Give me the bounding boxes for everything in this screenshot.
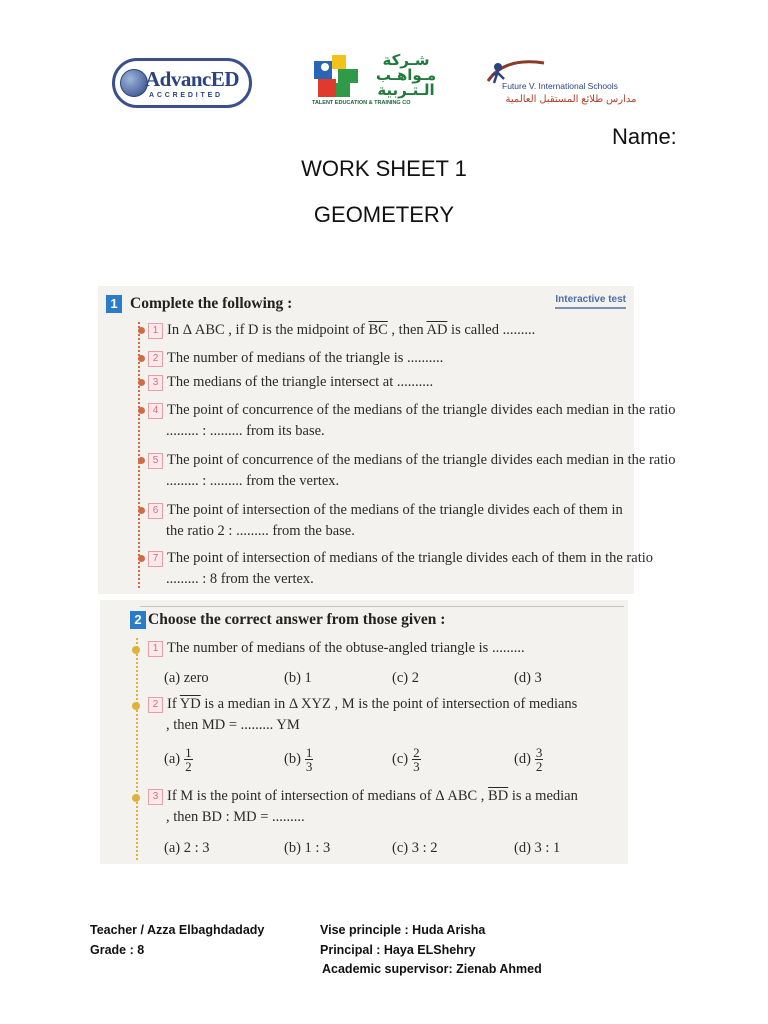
section-1-heading: Complete the following : (130, 295, 293, 312)
option-d: (d) $\frac{3}{2}$ (514, 745, 543, 774)
option-c: (c) 2 (392, 670, 419, 686)
question-1-2: 2 The number of medians of the triangle is .......... (148, 348, 443, 369)
option-c: (c) $\frac{2}{3}$ (392, 745, 420, 774)
option-b: (b) 1 (284, 670, 312, 686)
option-a: (a) 2 : 3 (164, 840, 210, 856)
question-2-3: 3 If M is the point of intersection of medians of Δ ABC , $\overline{BD}$ is a median , then BD : MD = ......... (148, 786, 578, 828)
question-1-7: 7 The point of intersection of medians of the triangle divides each of them in the ratio ......... : 8 from the vertex. (148, 548, 653, 590)
advanced-logo-subtext: ACCREDITED (149, 92, 223, 99)
question-1-4: 4 The point of concurrence of the medians of the triangle divides each median in the ratio ......... : ......... from its base. (148, 400, 676, 442)
footer-grade: Grade : 8 (90, 943, 145, 957)
globe-icon (120, 69, 148, 97)
future-logo (482, 53, 660, 113)
question-2-2: 2 If $\overline{YD}$ is a median in Δ XYZ , M is the point of intersection of medians , then MD = ......... YM (148, 694, 577, 736)
interactive-test-tag: Interactive test (555, 294, 626, 309)
option-b: (b) $\frac{1}{3}$ (284, 745, 313, 774)
section-2-scan (100, 600, 628, 864)
advanced-logo (112, 58, 252, 108)
question-1-6: 6 The point of intersection of the medians of the triangle divides each of them in the ratio 2 : ......... from the base. (148, 500, 623, 542)
option-d: (d) 3 (514, 670, 542, 686)
advanced-logo-text: AdvancED (145, 67, 240, 91)
timeline-line (136, 638, 138, 860)
footer-vise-principle: Vise principle : Huda Arisha (320, 923, 486, 937)
option-a: (a) $\frac{1}{2}$ (164, 745, 192, 774)
question-2-1: 1 The number of medians of the obtuse-angled triangle is ......... (148, 638, 525, 659)
bullet (132, 794, 140, 802)
worksheet-title: WORK SHEET 1 (301, 156, 467, 181)
worksheet-subtitle: GEOMETERY (313, 202, 455, 227)
section-2-heading: Choose the correct answer from those given : (148, 611, 446, 628)
question-1-1: 1 In Δ ABC , if D is the midpoint of $\overline{BC}$ , then $\overline{AD}$ is called ......... (148, 320, 535, 341)
option-c: (c) 3 : 2 (392, 840, 438, 856)
talent-logo (312, 53, 448, 113)
bullet (132, 702, 140, 710)
future-english-name: Future V. International Schools (502, 81, 618, 91)
footer-supervisor: Academic supervisor: Zienab Ahmed (322, 962, 542, 976)
divider (140, 606, 624, 607)
option-d: (d) 3 : 1 (514, 840, 561, 856)
question-1-5: 5 The point of concurrence of the medians of the triangle divides each median in the ratio ......... : ......... from the vertex. (148, 450, 676, 492)
name-label: Name: (612, 124, 677, 149)
question-1-3: 3 The medians of the triangle intersect at .......... (148, 372, 433, 393)
section-1-scan (98, 286, 676, 594)
talent-mark-icon (314, 55, 360, 99)
future-arabic-name: مدارس طلائع المستقبل العالمية (505, 94, 637, 105)
option-b: (b) 1 : 3 (284, 840, 331, 856)
footer-teacher: Teacher / Azza Elbaghdadady (90, 923, 265, 937)
talent-english-name: TALENT EDUCATION & TRAINING CO (312, 100, 411, 106)
bullet (132, 646, 140, 654)
talent-arabic-name: شـركة مـواهـب الـتـربية (375, 51, 437, 99)
option-a: (a) zero (164, 670, 209, 686)
footer-principal: Principal : Haya ELShehry (320, 943, 476, 957)
section-2-number: 2 (130, 611, 146, 629)
section-1-number: 1 (106, 295, 122, 313)
